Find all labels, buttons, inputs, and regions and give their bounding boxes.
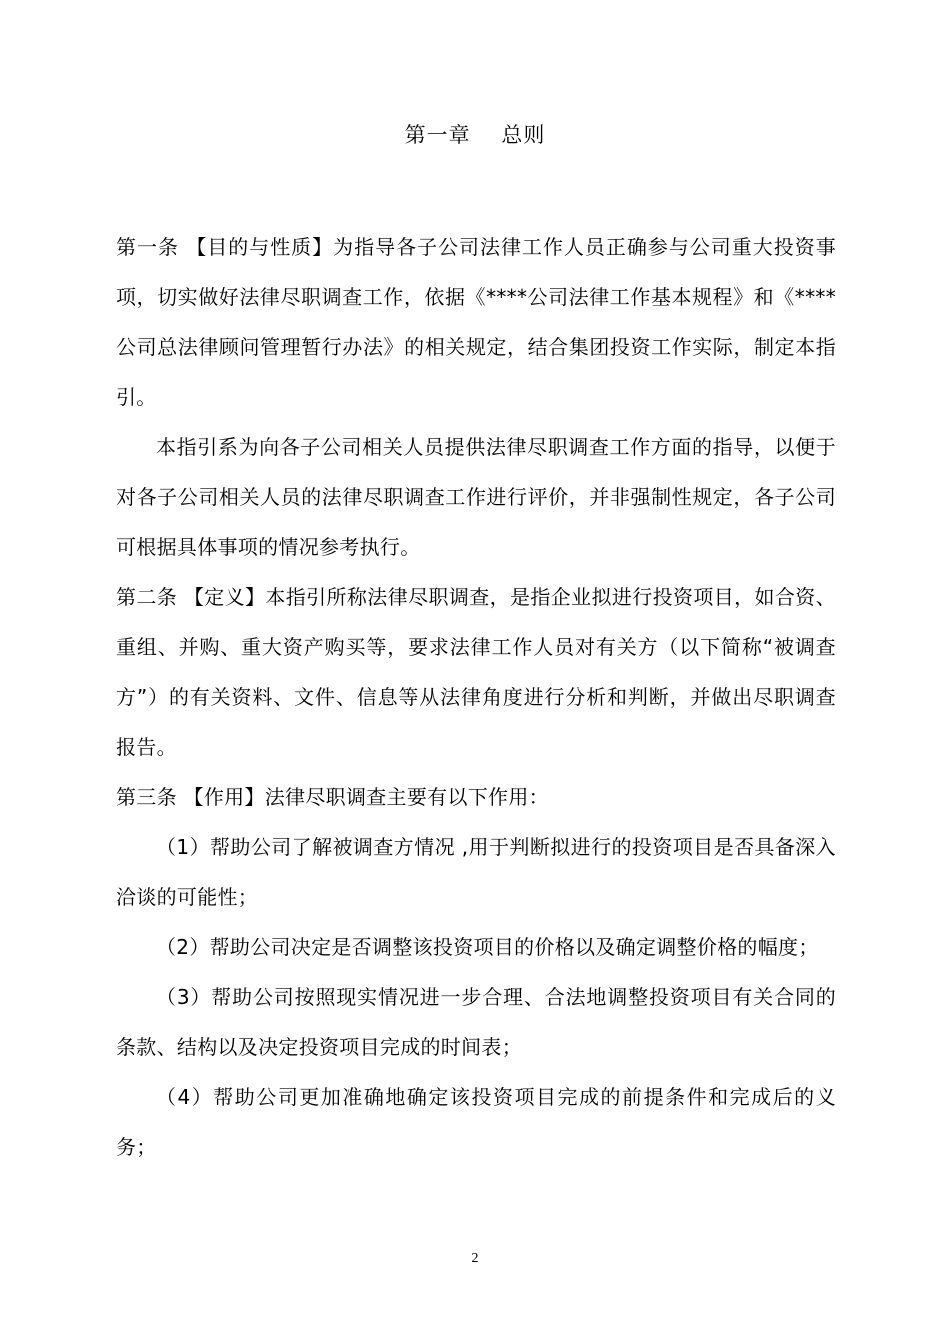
article-1-note-paragraph: 本指引系为向各子公司相关人员提供法律尽职调查工作方面的指导，以便于对各子公司相关人员的法律尽职调查工作进行评价，并非强制性规定，各子公司可根据具体事项的情况参考执行。 <box>116 435 836 559</box>
article-1-paragraph: 第一条 【目的与性质】为指导各子公司法律工作人员正确参与公司重大投资事项，切实做好法律尽职调查工作，依据《****公司法律工作基本规程》和《****公司总法律顾问管理暂行办法》的相关规定，结合集团投资工作实际，制定本指引。 <box>116 235 836 409</box>
page-number: 2 <box>471 1251 479 1266</box>
document-body <box>116 222 836 1172</box>
article-3-item-3: （3）帮助公司按照现实情况进一步合理、合法地调整投资项目有关合同的条款、结构以及决定投资项目完成的时间表； <box>116 985 836 1059</box>
article-2-paragraph: 第二条 【定义】本指引所称法律尽职调查，是指企业拟进行投资项目，如合资、重组、并购、重大资产购买等，要求法律工作人员对有关方（以下简称“被调查方”）的有关资料、文件、信息等从法律角度进行分析和判断，并做出尽职调查报告。 <box>116 585 836 759</box>
article-3-item-4: （4）帮助公司更加准确地确定该投资项目完成的前提条件和完成后的义务； <box>116 1085 836 1159</box>
chapter-title: 第一章 总则 <box>404 123 546 147</box>
article-3-item-2: （2）帮助公司决定是否调整该投资项目的价格以及确定调整价格的幅度； <box>156 935 819 959</box>
article-3-item-1: （1）帮助公司了解被调查方情况 ,用于判断拟进行的投资项目是否具备深入洽谈的可能性； <box>116 835 836 909</box>
article-3-paragraph: 第三条 【作用】法律尽职调查主要有以下作用： <box>116 785 549 809</box>
